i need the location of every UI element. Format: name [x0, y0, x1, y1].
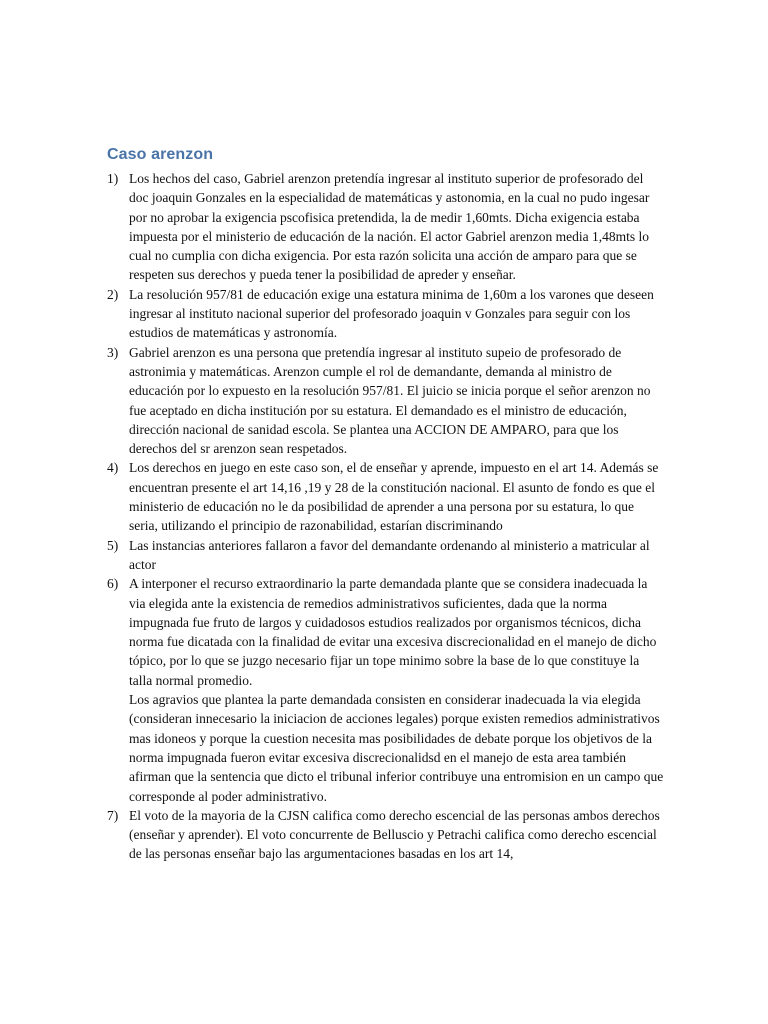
item-text: Las instancias anteriores fallaron a favor del demandante ordenando al ministerio a matricular al actor	[129, 537, 650, 572]
item-text: Los hechos del caso, Gabriel arenzon pretendía ingresar al instituto superior de profesorado del doc joaquin Gonzales en la especialidad de matemáticas y astonomia, en la cual no pudo ingesar por no aprobar la exigencia pscofisica pretendida, la de medir 1,60mts. Dicha exigencia estaba impuesta por el ministerio de educación de la nación. El actor Gabriel arenzon media 1,48mts lo cual no cumplia con dicha exigencia. Por esta razón solicita una acción de amparo para que se respeten sus derechos y pueda tener la posibilidad de apreder y enseñar.	[129, 171, 650, 283]
item-text: Los derechos en juego en este caso son, el de enseñar y aprende, impuesto en el art 14. Además se encuentran presente el art 14,16 ,19 y 28 de la constitución nacional. El asunto de fondo es que el ministerio de educación no le da posibilidad de aprender a una persona por su estatura, lo que seria, utilizando el principio de razonabilidad, estarían discriminando	[129, 460, 659, 534]
item-number: 2)	[107, 286, 119, 302]
list-item	[107, 806, 665, 864]
list-item	[107, 285, 665, 343]
item-number: 1)	[107, 171, 119, 186]
case-list	[107, 169, 665, 864]
list-item	[107, 536, 665, 575]
list-item	[107, 343, 665, 459]
item-number: 6)	[107, 576, 119, 592]
item-number: 3)	[107, 344, 119, 360]
item-number: 7)	[107, 807, 119, 823]
list-item	[107, 458, 665, 535]
list-item	[107, 574, 665, 806]
item-number: 5)	[107, 537, 119, 553]
list-item	[107, 169, 665, 285]
item-text: La resolución 957/81 de educación exige una estatura minima de 1,60m a los varones que deseen ingresar al instituto nacional superior del profesorado joaquin v Gonzales para seguir con los estudios de matemáticas y astronomía.	[129, 286, 654, 341]
item-text: Gabriel arenzon es una persona que pretendía ingresar al instituto supeio de profesorado de astronimia y matemáticas. Arenzon cumple el rol de demandante, demanda al ministro de educación por lo expuesto en la resolución 957/81. El juicio se inicia porque el señor arenzon no fue aceptado en dicha institución por su estatura. El demandado es el ministro de educación, dirección nacional de sanidad escola. Se plantea una ACCION DE AMPARO, para que los derechos del sr arenzon sean respetados.	[129, 344, 651, 457]
item-paragraph: Los agravios que plantea la parte demandada consisten en considerar inadecuada la via elegida (consideran innecesario la iniciacion de acciones legales) porque existen remedios administrativos mas idoneos y porque la cuestion necesita mas posibilidades de debate porque los objetivos de la norma impugnada fueron evitar excesiva discrecionalidsd en el manejo de esta area también afirman que la sentencia que dicto el tribunal inferior contribuye una entromision en un campo que corresponde al poder administrativo.	[129, 692, 664, 804]
item-text: El voto de la mayoria de la CJSN califica como derecho escencial de las personas ambos derechos (enseñar y aprender). El voto concurrente de Belluscio y Petrachi califica como derecho escencial de las personas enseñar bajo las argumentaciones basadas en los art 14,	[129, 807, 660, 862]
item-text: A interponer el recurso extraordinario la parte demandada plante que se considera inadecuada la via elegida ante la existencia de remedios administrativos suficientes, dada que la norma impugnada fue fruto de largos y cuidadosos estudios realizados por organismos técnicos, dicha norma fue dicatada con la finalidad de evitar una excesiva discrecionalidad en el manejo de dicho tópico, por lo que se juzgo necesario fijar un tope minimo sobre la base de lo que constituye la talla normal promedio.	[129, 576, 657, 688]
document-title: Caso arenzon	[107, 146, 214, 163]
item-number: 4)	[107, 460, 119, 476]
